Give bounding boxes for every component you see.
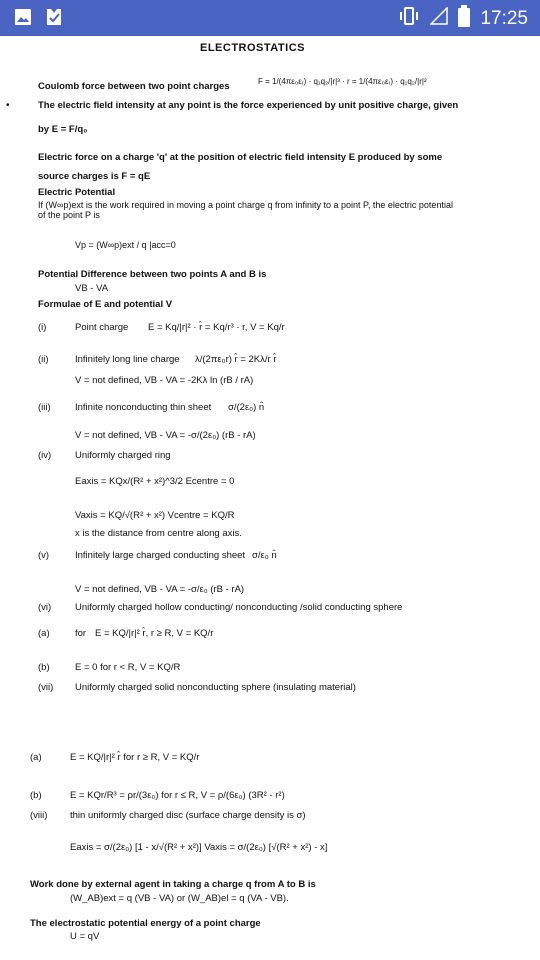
coulomb-label: Coulomb force between two point charges (38, 81, 230, 92)
item-label: Infinitely long line charge (75, 354, 180, 365)
item-formula: E = 0 for r < R, V = KQ/R (75, 662, 181, 673)
force-text-2: source charges is F = qE (38, 171, 151, 182)
item-formula: σ/ε₀ n̂ (252, 550, 277, 561)
item-formula: V = not defined, VB - VA = -σ/(2ε₀) (rB - rA) (75, 430, 256, 441)
page-title: ELECTROSTATICS (200, 42, 305, 54)
item-formula: σ/(2ε₀) n̂ (228, 402, 265, 413)
item-num: (b) (38, 662, 50, 673)
item-num: (iv) (38, 450, 52, 461)
item-formula: E = KQ/|r|² r̂ for r ≥ R, V = KQ/r (70, 752, 200, 763)
item-num: (i) (38, 322, 47, 333)
item-formula: Eaxis = σ/(2ε₀) [1 - x/√(R² + x²)] Vaxis = σ/(2ε₀) [√(R² + x²) - x] (70, 842, 328, 853)
pd-formula: VB - VA (75, 283, 109, 294)
image-icon (14, 8, 32, 31)
item-label: Infinitely large charged conducting sheet (75, 550, 246, 561)
item-label: Uniformly charged solid nonconducting sphere (insulating material) (75, 682, 356, 693)
item-label: Uniformly charged ring (75, 450, 171, 461)
item-formula: λ/(2πε₀r) r̂ = 2Kλ/r r̂ (195, 354, 277, 365)
signal-icon (430, 7, 448, 31)
work-heading: Work done by external agent in taking a charge q from A to B is (30, 879, 316, 890)
vibrate-icon (398, 6, 420, 32)
battery-icon (458, 5, 470, 33)
item-num: (v) (38, 550, 50, 561)
efield-text: The electric field intensity at any point is the force experienced by unit positive charge, given (38, 100, 459, 111)
potential-text: If (W∞p)ext is the work required in moving a point charge q from infinity to a point P, the electric potential (38, 200, 453, 210)
item-label: Uniformly charged hollow conducting/ nonconducting /solid conducting sphere (75, 602, 403, 613)
item-formula: E = KQr/R³ = ρr/(3ε₀) for r ≤ R, V = ρ/(6ε₀) (3R² - r²) (70, 790, 285, 801)
bullet: • (6, 100, 10, 111)
item-num: (vi) (38, 602, 52, 613)
item-num: (vii) (38, 682, 54, 693)
item-formula: x is the distance from centre along axis. (75, 528, 242, 539)
item-formula: V = not defined, VB - VA = -σ/ε₀ (rB - rA) (75, 584, 245, 595)
item-num: (a) (30, 752, 42, 763)
item-num: (ii) (38, 354, 49, 365)
check-flag-icon (44, 7, 64, 32)
item-formula: Vaxis = KQ/√(R² + x²) Vcentre = KQ/R (75, 510, 235, 521)
item-formula: V = not defined, VB - VA = -2Kλ ln (rB / rA) (75, 375, 254, 386)
efield-by: by E = F/q₀ (38, 124, 88, 135)
pe-formula: U = qV (70, 931, 100, 942)
item-formula: E = Kq/|r|² · r̂ = Kq/r³ · r, V = Kq/r (148, 322, 285, 333)
clock: 17:25 (480, 8, 528, 29)
force-text: Electric force on a charge 'q' at the position of electric field intensity E produced by some (38, 152, 443, 163)
item-label: Point charge (75, 322, 129, 333)
coulomb-formula: F = 1/(4πε₀εᵣ) · q₁q₂/|r|³ · r = 1/(4πε₀εᵣ) · q₁q₂/|r|² (258, 77, 427, 86)
potential-heading: Electric Potential (38, 187, 116, 198)
item-formula: E = KQ/|r|² r̂, r ≥ R, V = KQ/r (95, 628, 214, 639)
status-bar (0, 0, 540, 36)
item-label: Infinite nonconducting thin sheet (75, 402, 212, 413)
potential-text-2: of the point P is (38, 210, 100, 220)
item-num: (a) (38, 628, 50, 639)
item-num: (iii) (38, 402, 51, 413)
item-num: (b) (30, 790, 42, 801)
work-formula: (W_AB)ext = q (VB - VA) or (W_AB)el = q (VA - VB). (70, 893, 289, 904)
item-label: thin uniformly charged disc (surface charge density is σ) (70, 810, 306, 821)
item-label: for (75, 628, 87, 639)
document-page (0, 36, 540, 960)
item-formula: Eaxis = KQx/(R² + x²)^3/2 Ecentre = 0 (75, 476, 235, 487)
formulae-heading: Formulae of E and potential V (38, 299, 173, 310)
item-num: (viii) (30, 810, 48, 821)
pd-heading: Potential Difference between two points A and B is (38, 269, 267, 280)
potential-formula: Vp = (W∞p)ext / q |acc=0 (75, 240, 176, 250)
pe-heading: The electrostatic potential energy of a point charge (30, 918, 261, 929)
